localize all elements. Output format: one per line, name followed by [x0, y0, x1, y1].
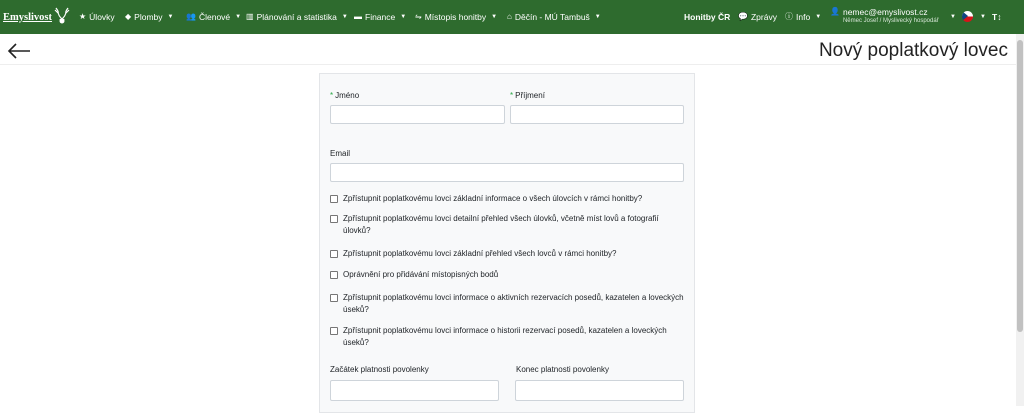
last-name-input[interactable] — [510, 105, 684, 124]
checkbox[interactable] — [330, 215, 338, 223]
caret-down-icon: ▼ — [980, 14, 986, 20]
nav-item-area-map[interactable] — [415, 12, 497, 22]
caret-down-icon: ▼ — [341, 14, 348, 20]
first-name-input[interactable] — [330, 105, 505, 124]
checkbox-label: Zpřístupnit poplatkovému lovci základní informace o všech úlovcích v rámci honitby? — [343, 194, 643, 203]
nav-item-seals[interactable] — [125, 12, 173, 22]
czech-flag-icon[interactable] — [962, 11, 973, 22]
form-card — [319, 73, 695, 413]
checkbox-hunters-overview[interactable] — [330, 248, 686, 260]
language-caret[interactable] — [978, 14, 986, 20]
money-icon: ▬ — [354, 12, 362, 21]
checkbox-add-map-points[interactable] — [330, 269, 686, 281]
nav-item-finance[interactable] — [354, 12, 406, 22]
checkbox-label: Oprávnění pro přidávání místopisných bodů — [343, 270, 499, 279]
valid-from-label: Začátek platnosti povolenky — [330, 365, 429, 374]
nav-item-label: Info — [796, 12, 811, 22]
checkbox-basic-catches-info[interactable] — [330, 193, 686, 205]
valid-to-input[interactable] — [515, 380, 684, 401]
email-input[interactable] — [330, 163, 684, 182]
back-arrow-icon[interactable] — [6, 42, 32, 65]
email-label: Email — [330, 149, 351, 158]
caret-down-icon: ▼ — [815, 14, 822, 20]
checkbox[interactable] — [330, 250, 338, 258]
info-icon: ⓘ — [785, 12, 793, 21]
text-size-icon: T↕ — [992, 12, 1002, 22]
checkbox[interactable] — [330, 327, 338, 335]
user-menu-caret[interactable] — [948, 14, 956, 20]
checkbox-reservation-history[interactable] — [330, 325, 686, 349]
nav-item-label: Děčín - MÚ Tambuš — [514, 12, 590, 22]
signpost-icon: ⇋ — [415, 12, 422, 21]
label-text: Jméno — [335, 91, 360, 100]
nav-item-label: Úlovky — [89, 12, 115, 22]
caret-down-icon: ▼ — [400, 14, 407, 20]
divider — [0, 64, 1016, 65]
caret-down-icon: ▼ — [950, 14, 956, 20]
scrollbar-thumb[interactable] — [1017, 40, 1023, 332]
nav-item-label: Finance — [365, 12, 396, 22]
brand-logo[interactable] — [3, 7, 70, 27]
nav-item-planning[interactable] — [246, 12, 348, 22]
deer-antlers-icon — [54, 7, 70, 27]
checkbox[interactable] — [330, 294, 338, 302]
checkbox-detailed-catches[interactable] — [330, 213, 686, 237]
chart-icon: ▥ — [246, 12, 254, 21]
nav-item-label: Zprávy — [750, 12, 777, 22]
page-title: Nový poplatkový lovec — [818, 40, 1008, 61]
nav-item-label: Honitby ČR — [684, 12, 731, 22]
text-size-toggle[interactable] — [992, 12, 1001, 22]
last-name-label — [510, 91, 545, 100]
valid-to-label: Konec platnosti povolenky — [516, 365, 609, 374]
nav-item-label: Místopis honitby — [424, 12, 487, 22]
checkbox[interactable] — [330, 271, 338, 279]
checkbox-label: Zpřístupnit poplatkovému lovci informace o aktivních rezervacích posedů, kazatelen a loveckých úseků? — [343, 293, 684, 314]
caret-down-icon: ▼ — [235, 14, 242, 20]
nav-item-label: Plánování a statistika — [256, 12, 337, 22]
nav-hunting-grounds-cr[interactable] — [684, 12, 730, 22]
chat-icon: 💬 — [738, 12, 748, 21]
top-navbar — [0, 0, 1024, 34]
checkbox-active-reservations[interactable] — [330, 292, 686, 316]
user-menu[interactable] — [830, 7, 939, 26]
checkbox-label: Zpřístupnit poplatkovému lovci základní přehled všech lovců v rámci honitby? — [343, 249, 617, 258]
nav-item-label: Členové — [198, 12, 231, 22]
brand-name: Emyslivost — [3, 11, 53, 23]
first-name-label — [330, 91, 359, 100]
label-text: Příjmení — [515, 91, 545, 100]
users-icon: 👥 — [186, 12, 196, 21]
nav-info[interactable] — [785, 12, 821, 22]
nav-item-members[interactable] — [186, 12, 241, 22]
required-mark: * — [330, 91, 334, 100]
nav-item-catches[interactable] — [79, 12, 115, 22]
required-mark: * — [510, 91, 514, 100]
caret-down-icon: ▼ — [491, 14, 498, 20]
user-role: Němec Josef / Myslivecký hospodář — [842, 18, 939, 24]
user-icon: 👤 — [830, 7, 840, 16]
tag-icon: ◆ — [125, 12, 132, 21]
nav-item-label: Plomby — [134, 12, 163, 22]
checkbox[interactable] — [330, 195, 338, 203]
checkbox-label: Zpřístupnit poplatkovému lovci informace o historii rezervací posedů, kazatelen a loveckých úseků? — [343, 326, 667, 347]
nav-item-hunting-ground[interactable] — [507, 12, 601, 22]
caret-down-icon: ▼ — [594, 14, 601, 20]
nav-messages[interactable] — [738, 12, 777, 22]
home-icon: ⌂ — [507, 12, 512, 21]
user-email: nemec@emyslivost.cz — [842, 7, 928, 17]
checkbox-label: Zpřístupnit poplatkovému lovci detailní přehled všech úlovků, včetně míst lovů a fotografií úlovků? — [343, 214, 659, 235]
star-icon: ★ — [79, 12, 87, 21]
caret-down-icon: ▼ — [167, 14, 174, 20]
valid-from-input[interactable] — [330, 380, 499, 401]
